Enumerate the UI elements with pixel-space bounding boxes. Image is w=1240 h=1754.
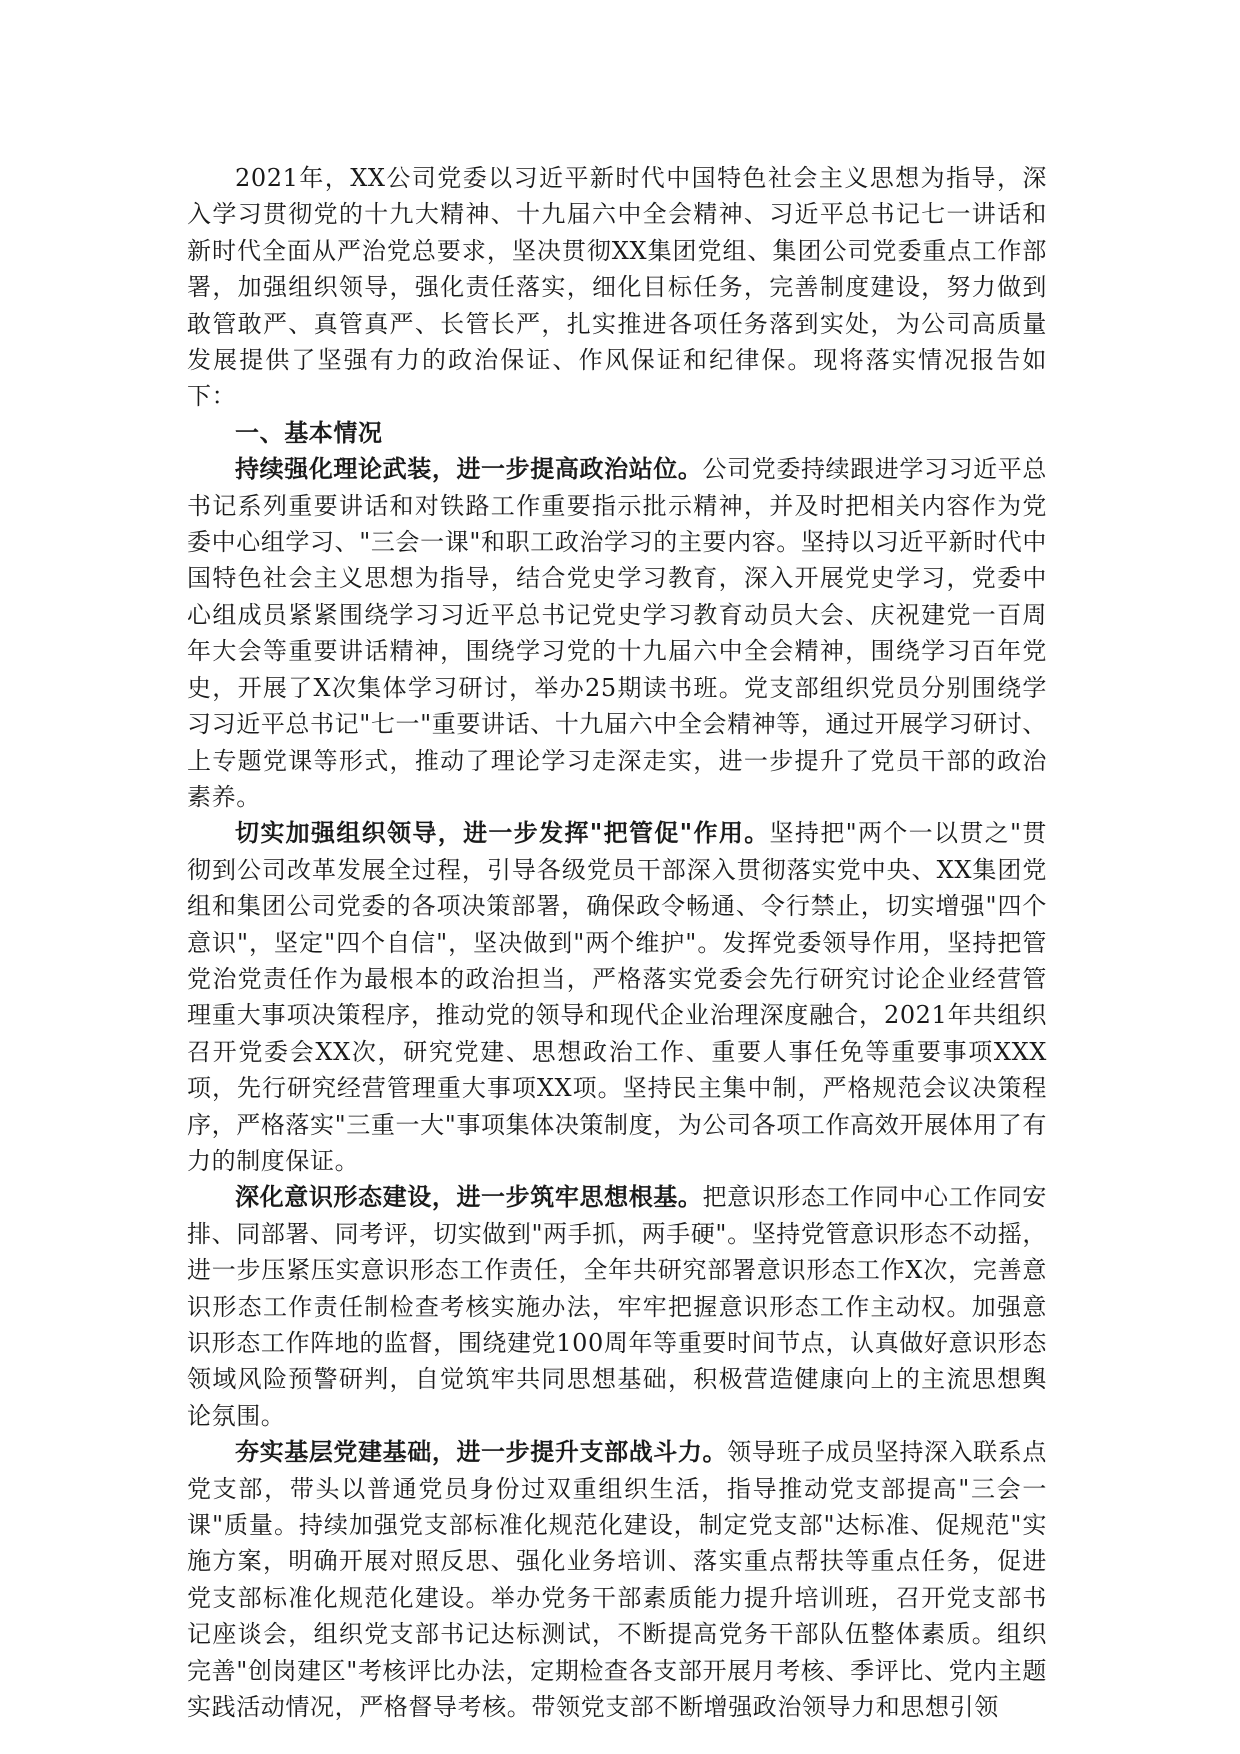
section-heading: 一、基本情况 — [235, 417, 383, 447]
paragraph-body: 把意识形态工作同中心工作同安排、同部署、同考评，切实做到"两手抓，两手硬"。坚持党管意识形态不动摇，进一步压紧压实意识形态工作责任，全年共研究部署意识形态工作X次，完善意识形态工作责任制检查考核实施办法，牢牢把握意识形态工作主动权。加强意识形态工作阵地的监督，围绕建党100周年等重要时间节点，认真做好意识形态领域风险预警研判，自觉筑牢共同思想基础，积极营造健康向上的主流思想舆论氛围。 — [187, 1183, 1047, 1430]
paragraph-ideology — [187, 1179, 1047, 1434]
paragraph-lead: 持续强化理论武装，进一步提高政治站位。 — [235, 454, 703, 484]
paragraph-leadership — [187, 815, 1047, 1179]
intro-paragraph: 2021年，XX公司党委以习近平新时代中国特色社会主义思想为指导，深入学习贯彻党的十九大精神、十九届六中全会精神、习近平总书记七一讲话和新时代全面从严治党总要求，坚决贯彻XX集团党组、集团公司党委重点工作部署，加强组织领导，强化责任落实，细化目标任务，完善制度建设，努力做到敢管敢严、真管真严、长管长严，扎实推进各项任务落到实处，为公司高质量发展提供了坚强有力的政治保证、作风保证和纪律保。现将落实情况报告如下： — [187, 164, 1047, 411]
paragraph-lead: 切实加强组织领导，进一步发挥"把管促"作用。 — [235, 818, 770, 848]
paragraph-body: 领导班子成员坚持深入联系点党支部，带头以普通党员身份过双重组织生活，指导推动党支部提高"三会一课"质量。持续加强党支部标准化规范化建设，制定党支部"达标准、促规范"实施方案，明确开展对照反思、强化业务培训、落实重点帮扶等重点任务，促进党支部标准化规范化建设。举办党务干部素质能力提升培训班，召开党支部书记座谈会，组织党支部书记达标测试，不断提高党务干部队伍整体素质。组织完善"创岗建区"考核评比办法，定期检查各支部开展月考核、季评比、党内主题实践活动情况，严格督导考核。带领党支部不断增强政治领导力和思想引领 — [187, 1438, 1047, 1722]
document-body — [187, 160, 1047, 1725]
paragraph-lead: 深化意识形态建设，进一步筑牢思想根基。 — [235, 1182, 703, 1212]
paragraph-body: 公司党委持续跟进学习习近平总书记系列重要讲话和对铁路工作重要指示批示精神，并及时把相关内容作为党委中心组学习、"三会一课"和职工政治学习的主要内容。坚持以习近平新时代中国特色社会主义思想为指导，结合党史学习教育，深入开展党史学习，党委中心组成员紧紧围绕学习习近平总书记党史学习教育动员大会、庆祝建党一百周年大会等重要讲话精神，围绕学习党的十九届六中全会精神，围绕学习百年党史，开展了X次集体学习研讨，举办25期读书班。党支部组织党员分别围绕学习习近平总书记"七一"重要讲话、十九届六中全会精神等，通过开展学习研讨、上专题党课等形式，推动了理论学习走深走实，进一步提升了党员干部的政治素养。 — [187, 455, 1047, 811]
paragraph-body: 坚持把"两个一以贯之"贯彻到公司改革发展全过程，引导各级党员干部深入贯彻落实党中央、XX集团党组和集团公司党委的各项决策部署，确保政令畅通、令行禁止，切实增强"四个意识"，坚定"四个自信"，坚决做到"两个维护"。发挥党委领导作用，坚持把管党治党责任作为最根本的政治担当，严格落实党委会先行研究讨论企业经营管理重大事项决策程序，推动党的领导和现代企业治理深度融合，2021年共组织召开党委会XX次，研究党建、思想政治工作、重要人事任免等重要事项XXX项，先行研究经营管理重大事项XX项。坚持民主集中制，严格规范会议决策程序，严格落实"三重一大"事项集体决策制度，为公司各项工作高效开展体用了有力的制度保证。 — [187, 819, 1047, 1175]
paragraph-lead: 夯实基层党建基础，进一步提升支部战斗力。 — [235, 1437, 728, 1467]
paragraph-grassroots — [187, 1434, 1047, 1725]
paragraph-theory — [187, 451, 1047, 815]
